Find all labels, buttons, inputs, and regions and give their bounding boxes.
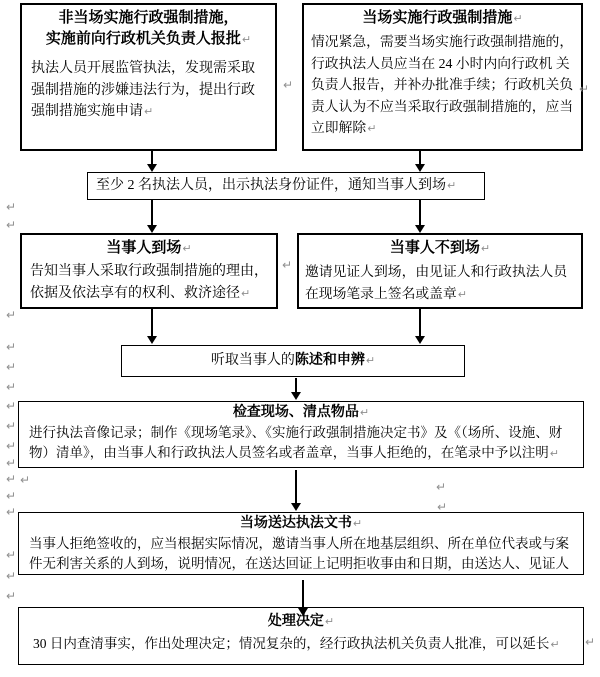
arrow-shaft <box>302 580 304 611</box>
box-body <box>122 349 464 373</box>
paragraph-mark-icon: ↵ <box>549 447 559 460</box>
title-line: 实施前向行政机关负责人报批 <box>45 31 241 47</box>
paragraph-mark-icon: ↵ <box>6 380 17 394</box>
body-text: 当事人拒绝签收的，应当根据实际情况，邀请当事人所在地基层组织、所在单位代表或与案件无利害关系的人到场，说明情况，在送达回证上记明拒收事由和日期，由送达人、见证人 <box>29 536 569 571</box>
arrow-down-icon <box>415 200 425 233</box>
paragraph-mark-icon: ↵ <box>359 406 370 419</box>
box-title <box>29 403 573 423</box>
arrow-head <box>147 225 157 233</box>
box-body <box>29 534 573 574</box>
paragraph-mark-icon: ↵ <box>6 472 17 486</box>
arrow-head <box>298 608 308 616</box>
paragraph-mark-icon: ↵ <box>480 242 491 255</box>
arrow-down-icon <box>298 580 308 616</box>
paragraph-mark-icon: ↵ <box>182 242 192 255</box>
body-text: 进行执法音像记录；制作《现场笔录》、《实施行政强制措施决定书》及《（场所、设施、财物）清单》，由当事人和行政执法人员签名或者盖章，当事人拒绝的，在笔录中予以注明 <box>29 425 563 460</box>
arrow-down-icon <box>291 378 301 400</box>
paragraph-mark-icon: ↵ <box>513 12 523 25</box>
flow-box-party-present <box>20 233 278 309</box>
box-title <box>305 238 575 259</box>
paragraph-mark-icon: ↵ <box>324 615 335 628</box>
box-title <box>30 238 268 259</box>
arrow-shaft <box>151 309 153 339</box>
paragraph-mark-icon: ↵ <box>6 360 17 374</box>
box-body <box>96 174 476 198</box>
title-line: 当场送达执法文书 <box>239 516 352 531</box>
arrow-down-icon <box>147 150 157 172</box>
arrow-shaft <box>295 470 297 506</box>
body-text: 告知当事人采取行政强制措施的理由，依据及依法享有的权利、救济途径 <box>30 264 268 301</box>
paragraph-mark-icon: ↵ <box>6 399 17 413</box>
flow-box-notify-party <box>87 172 485 200</box>
paragraph-mark-icon: ↵ <box>6 200 17 214</box>
paragraph-mark-icon: ↵ <box>6 569 17 583</box>
arrow-down-icon <box>291 470 301 511</box>
body-text: 情况紧急，需要当场实施行政强制措施的，行政执法人员应当在 24 小时内向行政机 关负责人报告，并补办批准手续；行政机关负责人认为不应当采取行政强制措施的，应当立即解除 <box>311 34 574 135</box>
arrow-head <box>415 225 425 233</box>
box-body <box>33 634 569 655</box>
paragraph-mark-icon: ↵ <box>283 78 294 92</box>
paragraph-mark-icon: ↵ <box>436 480 447 494</box>
body-text: 邀请见证人到场，由见证人和行政执法人员在现场笔录上签名或盖章 <box>305 264 568 301</box>
flow-box-hear-statement <box>121 345 465 377</box>
paragraph-mark-icon: ↵ <box>6 419 17 433</box>
paragraph-mark-icon: ↵ <box>6 589 17 603</box>
paragraph-mark-icon: ↵ <box>579 82 590 96</box>
arrow-down-icon <box>147 200 157 233</box>
paragraph-mark-icon: ↵ <box>6 218 17 232</box>
arrow-down-icon <box>415 309 425 344</box>
box-title <box>29 514 573 534</box>
flow-box-non-onsite-approval <box>20 3 277 151</box>
body-text: 30 日内查清事实，作出处理决定；情况复杂的，经行政执法机关负责人批准，可以延长 <box>33 636 550 651</box>
paragraph-mark-icon: ↵ <box>457 287 467 301</box>
paragraph-mark-icon: ↵ <box>365 354 376 367</box>
title-line: 非当场实施行政强制措施， <box>58 10 239 26</box>
title-line: 检查现场、清点物品 <box>232 405 359 420</box>
paragraph-mark-icon: ↵ <box>447 179 457 192</box>
paragraph-mark-icon: ↵ <box>144 105 154 118</box>
flow-box-deliver-documents <box>18 512 584 575</box>
paragraph-mark-icon: ↵ <box>6 456 17 470</box>
paragraph-mark-icon: ↵ <box>367 122 377 135</box>
arrow-head <box>291 392 301 400</box>
flow-box-party-absent <box>297 233 583 309</box>
arrow-down-icon <box>415 150 425 172</box>
arrow-shaft <box>151 200 153 228</box>
box-body <box>305 261 575 305</box>
paragraph-mark-icon: ↵ <box>20 473 31 487</box>
arrow-head <box>147 164 157 172</box>
paragraph-mark-icon: ↵ <box>6 548 17 562</box>
body-text: 听取当事人的 <box>210 353 295 368</box>
body-text: 执法人员开展监管执法，发现需采取强制措施的涉嫌违法行为，提出行政强制措施实施申请 <box>31 61 255 119</box>
paragraph-mark-icon: ↵ <box>6 439 17 453</box>
arrow-down-icon <box>147 309 157 344</box>
box-body <box>30 261 268 304</box>
flow-box-check-scene <box>18 401 584 468</box>
arrow-shaft <box>419 200 421 228</box>
arrow-shaft <box>419 309 421 339</box>
paragraph-mark-icon: ↵ <box>585 635 596 649</box>
box-body <box>31 58 266 123</box>
box-title <box>311 8 574 29</box>
box-title <box>31 8 266 50</box>
arrow-head <box>291 503 301 511</box>
body-text-bold: 陈述和申辨 <box>294 353 365 368</box>
flow-box-onsite-implementation <box>302 3 583 151</box>
title-line: 当事人不到场 <box>389 240 480 256</box>
paragraph-mark-icon: ↵ <box>6 505 17 519</box>
title-line: 处理决定 <box>267 614 324 629</box>
box-body <box>311 31 574 140</box>
arrow-head <box>147 336 157 344</box>
title-line: 当场实施行政强制措施 <box>362 10 513 26</box>
paragraph-mark-icon: ↵ <box>241 33 252 46</box>
box-body <box>29 423 573 464</box>
title-line: 当事人到场 <box>106 240 182 256</box>
body-text: 至少 2 名执法人员，出示执法身份证件，通知当事人到场 <box>96 178 446 193</box>
paragraph-mark-icon: ↵ <box>352 517 363 530</box>
paragraph-mark-icon: ↵ <box>282 258 293 272</box>
arrow-head <box>415 336 425 344</box>
paragraph-mark-icon: ↵ <box>550 638 560 651</box>
paragraph-mark-icon: ↵ <box>6 340 17 354</box>
arrow-head <box>415 164 425 172</box>
paragraph-mark-icon: ↵ <box>6 308 17 322</box>
paragraph-mark-icon: ↵ <box>241 286 251 300</box>
paragraph-mark-icon: ↵ <box>6 489 17 503</box>
paragraph-mark-icon: ↵ <box>437 500 448 514</box>
